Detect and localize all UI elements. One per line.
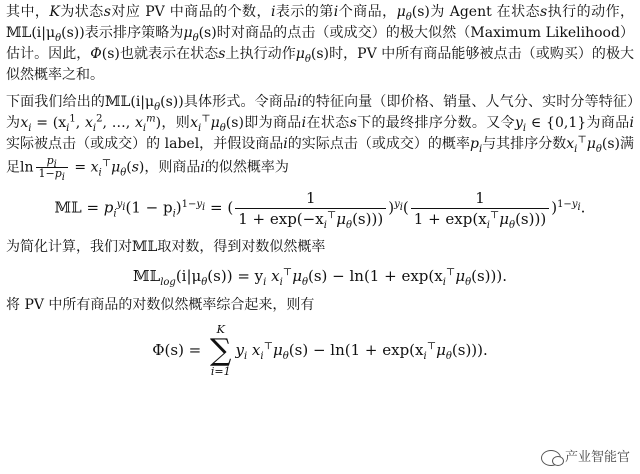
text: 在状态 xyxy=(306,115,350,131)
text: 为商品 xyxy=(586,115,630,131)
math-var: θ xyxy=(55,32,62,44)
math-var: i xyxy=(297,94,302,110)
math-var: i xyxy=(629,115,635,131)
math: (s))). xyxy=(451,341,488,359)
text: )，则 xyxy=(155,115,191,131)
paragraph-3: 为简化计算，我们对𝕄𝕃取对数，得到对数似然概率 xyxy=(6,239,326,255)
text: 时对商品的点击（或成交）的极大似然（Maximum Likelihood）估计。因此， xyxy=(6,25,635,62)
math: ) xyxy=(175,198,182,217)
math-var: θ xyxy=(595,143,602,155)
fraction: $\frac{1}{1 + \exp(x_i^⊤\mu_\theta(s)))}$ xyxy=(411,188,549,229)
text: 的实际点击（或成交）的概率 xyxy=(287,136,470,152)
paragraph-1 xyxy=(6,2,634,86)
text: 时，PV 中所有商品能够被点击（或购买）的极大似然概率之和。 xyxy=(6,46,635,83)
math-var: i xyxy=(200,159,205,176)
math-var: y xyxy=(514,115,523,131)
math-var: i xyxy=(283,136,288,152)
math-var: s xyxy=(540,4,548,20)
text: 表示排序策略为 xyxy=(84,25,184,41)
math: (s) xyxy=(101,46,120,62)
math-var: μ xyxy=(396,4,406,20)
math: Φ(s) = xyxy=(152,341,207,359)
math-var: μ xyxy=(295,46,305,62)
math: (s) − ln(1 + exp(x xyxy=(307,267,443,285)
math-var: s xyxy=(103,4,111,20)
math: (i|μ xyxy=(130,94,155,110)
math: = (x xyxy=(31,115,67,131)
math: 𝕄𝕃 = xyxy=(54,198,104,217)
text: 满足ln xyxy=(6,136,635,176)
math: (s) xyxy=(411,4,430,20)
math: (s)) xyxy=(61,25,85,41)
math: (s) xyxy=(198,25,217,41)
math-var: i xyxy=(28,122,32,134)
math-var: i xyxy=(270,4,276,20)
text: 与其排序分数 xyxy=(482,136,567,152)
text: 实际被点击（或成交）的 label，并假设商品 xyxy=(6,136,284,152)
math: (s)) = y xyxy=(207,267,264,285)
text: 也就表示在状态 xyxy=(119,46,219,62)
fraction: $\frac{1}{1 + \exp(-x_i^⊤\mu_\theta(s)))}$ xyxy=(235,188,386,229)
math-var: θ xyxy=(405,11,412,23)
text: 其中， xyxy=(6,4,50,20)
watermark-label: 产业智能官 xyxy=(564,450,630,465)
math-var: i xyxy=(333,4,339,20)
math-var: x xyxy=(566,136,575,152)
text: 对应 PV 中商品的个数， xyxy=(110,4,271,20)
equation-log-likelihood: $𝕄𝕃_{log}(i|\mu_\theta(s)) = y_i$ $x_i^⊤\mu_\theta(s) - \ln(1 + \exp(x_i^⊤\mu_\theta(s)))$. xyxy=(133,267,507,288)
math-var: Φ xyxy=(90,46,102,62)
math-var: i xyxy=(301,115,307,131)
text: 的似然概率为 xyxy=(204,159,289,176)
math: (s) xyxy=(225,115,244,131)
math: 𝕄𝕃 xyxy=(6,25,32,41)
text: 为 Agent 在状态 xyxy=(429,4,541,20)
math-var: p xyxy=(469,136,479,152)
math-var: θ xyxy=(304,53,311,65)
math-var: θ xyxy=(192,32,199,44)
paragraph-2: 下面我们给出的$𝕄𝕃(i|\mu_\theta(s))$具体形式。令商品i的特征向量（即价格、销量、人气分、实时分等特征）为$x_i = (x_i^1$, $x_i^2$, …, $x_i^m$)，则$x_i^⊤\mu_\theta(s)$即为商品i在状态s下的最终排序分数。又令$y_i$ ∈ {0,1}为商品i实际被点击（或成交）的 label，并假设商品i的实际点击（或成交）的概率$p_i$与其排序分数$x_i^⊤\mu_\theta(s)$满足ln $\frac{p_i}{1-p_i}$ = $x_i^⊤\mu_\theta(s)$，则商品i的似然概率为 xyxy=(6,94,635,184)
text: 执行的动作， xyxy=(547,4,635,20)
math: (s) − ln(1 + exp(x xyxy=(288,341,424,359)
text: 下面我们给出的 xyxy=(6,94,106,110)
math: 𝕄𝕃 xyxy=(133,267,161,285)
math: (s) xyxy=(310,46,330,62)
math: (s) xyxy=(601,136,621,152)
text: 个商品， xyxy=(338,4,397,20)
math: (s)) xyxy=(160,94,184,110)
summation: K ∑ i=1 xyxy=(210,323,232,378)
text: 具体形式。令商品 xyxy=(183,94,298,110)
text: 上执行动作 xyxy=(225,46,296,62)
math-var: μ xyxy=(586,136,596,152)
document-page xyxy=(6,2,634,386)
equation-likelihood: 𝕄𝕃 = $p_i^{y_i}(1 - p_i)^{1-y_i}$ = ( $\frac{1}{1 + \exp(-x_i^⊤\mu_\theta(s)))}$ )$^{y_i}$( $\frac{1}{1 + \exp(x_i^⊤\mu_\theta(s)))}$ )$^{1-y_i}$. xyxy=(54,189,586,231)
math-var: s xyxy=(349,115,357,131)
text: ，则商品 xyxy=(144,159,201,176)
math-var: μ xyxy=(210,115,220,131)
math: ∈ {0,1} xyxy=(526,115,587,131)
paragraph-4: 将 PV 中所有商品的对数似然概率综合起来，则有 xyxy=(6,297,315,313)
text: 表示的第 xyxy=(275,4,334,20)
math: (i|μ xyxy=(31,25,56,41)
text: 下的最终排序分数。又令 xyxy=(356,115,515,131)
math-var: x xyxy=(20,115,29,131)
equation-sum: Φ(s) = K ∑ $i=1y_i$ $x_i^⊤\mu_\theta(s) - \ln(1 + \exp(x_i^⊤\mu_\theta(s)))$. xyxy=(152,323,488,378)
math: (s))). xyxy=(471,267,507,285)
math: . xyxy=(580,198,586,217)
math-var: K xyxy=(49,4,60,20)
math: (i|μ xyxy=(175,267,202,285)
text: 为状态 xyxy=(59,4,104,20)
wechat-icon xyxy=(541,450,561,466)
math-var: x xyxy=(190,115,199,131)
text: 的特征向量（即价格、销量、人气分、实时分等特征）为 xyxy=(6,94,635,131)
math-var: μ xyxy=(183,25,193,41)
math-var: s xyxy=(218,46,226,62)
watermark xyxy=(541,447,630,468)
math: (1 − p xyxy=(125,198,173,217)
math-var: p xyxy=(103,198,114,217)
math-var: θ xyxy=(154,101,161,113)
fraction: $\frac{p_i}{1-p_i}$ xyxy=(36,155,68,180)
text: 即为商品 xyxy=(243,115,302,131)
math-var: θ xyxy=(219,122,226,134)
math: 𝕄𝕃 xyxy=(105,94,131,110)
math: = ( xyxy=(205,198,234,217)
